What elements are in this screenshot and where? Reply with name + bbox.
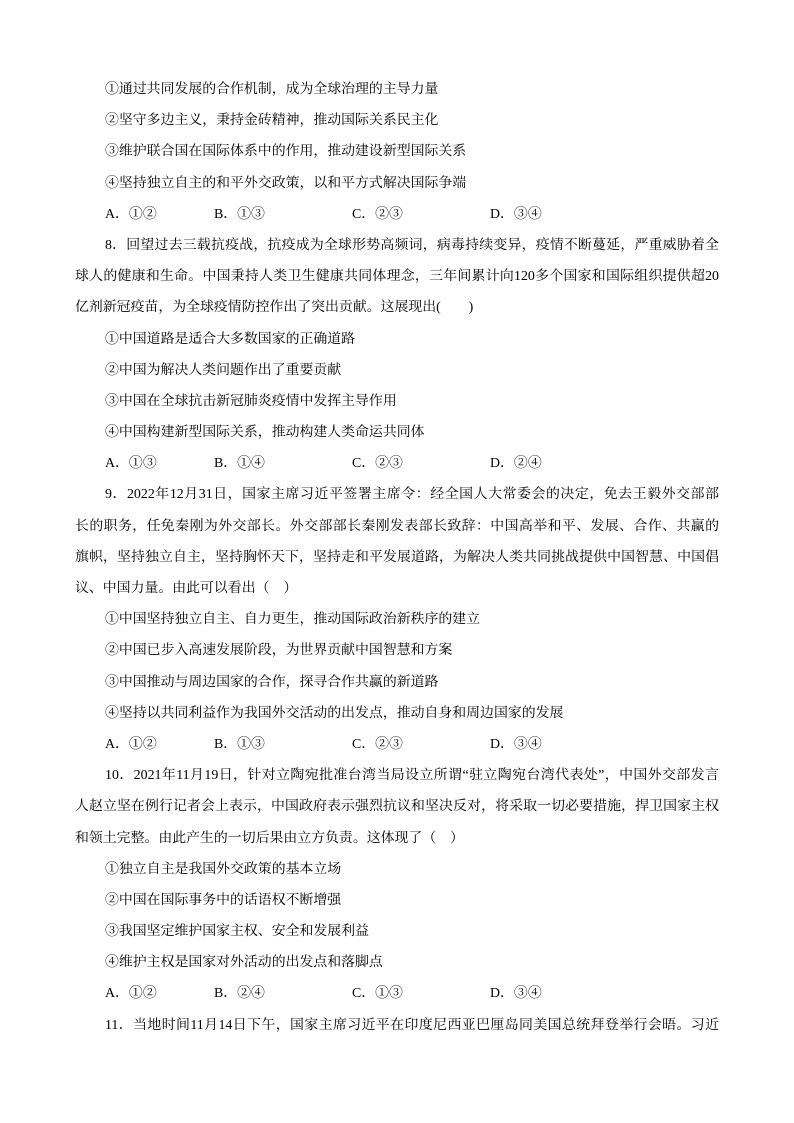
option-b: B．①④ — [214, 456, 265, 472]
question-8 — [75, 230, 719, 480]
statement-3: ③中国推动与周边国家的合作，探寻合作共赢的新道路 — [105, 674, 439, 690]
question-stem-line: 长的职务，任免秦刚为外交部长。外交部部长秦刚发表部长致辞：中国高举和平、发展、合作、共赢的 — [75, 518, 719, 534]
question-11 — [75, 1010, 719, 1041]
statement-1: ①独立自主是我国外交政策的基本立场 — [105, 861, 342, 877]
question-stem-line: 亿剂新冠疫苗，为全球疫情防控作出了突出贡献。这展现出( ) — [75, 300, 474, 316]
question-7-continued — [75, 74, 719, 230]
statement-2: ②坚守多边主义，秉持金砖精神，推动国际关系民主化 — [105, 113, 439, 129]
option-a: A．①② — [105, 206, 157, 222]
option-c: C．①③ — [352, 986, 403, 1002]
question-stem-line: 球人的健康和生命。中国秉持人类卫生健康共同体理念，三年间累计向120多个国家和国际组织提供超20 — [75, 269, 719, 285]
question-10 — [75, 760, 719, 1010]
option-b: B．②④ — [214, 986, 265, 1002]
option-a: A．①② — [105, 986, 157, 1002]
statement-1: ①通过共同发展的合作机制，成为全球治理的主导力量 — [105, 82, 439, 97]
question-stem-line: 旗帜，坚持独立自主，坚持胸怀天下，坚持走和平发展道路，为解决人类共同挑战提供中国智慧、中国倡 — [75, 549, 719, 565]
option-b: B．①③ — [214, 736, 265, 752]
question-stem-line: 10．2021年11月19日，针对立陶宛批准台湾当局设立所谓“驻立陶宛台湾代表处”，中国外交部发言 — [105, 768, 719, 784]
question-stem-line: 和领土完整。由此产生的一切后果由立方负责。这体现了（ ） — [75, 830, 464, 846]
option-d: D．③④ — [490, 206, 542, 222]
statement-1: ①中国道路是适合大多数国家的正确道路 — [105, 331, 356, 347]
statement-4: ④中国构建新型国际关系，推动构建人类命运共同体 — [105, 425, 425, 441]
option-a: A．①② — [105, 736, 157, 752]
option-a: A．①③ — [105, 456, 157, 472]
option-b: B．①③ — [214, 206, 265, 222]
statement-3: ③维护联合国在国际体系中的作用，推动建设新型国际关系 — [105, 144, 467, 160]
statement-3: ③中国在全球抗击新冠肺炎疫情中发挥主导作用 — [105, 393, 397, 409]
answer-options — [75, 448, 719, 479]
option-c: C．②③ — [352, 206, 403, 222]
statement-1: ①中国坚持独立自主、自力更生，推动国际政治新秩序的建立 — [105, 612, 481, 628]
option-d: D．②④ — [490, 456, 542, 472]
question-9 — [75, 479, 719, 760]
answer-options — [75, 729, 719, 760]
exam-page-content — [75, 74, 719, 1041]
option-d: D．③④ — [490, 736, 542, 752]
statement-2: ②中国已步入高速发展阶段，为世界贡献中国智慧和方案 — [105, 643, 453, 659]
answer-options — [75, 199, 719, 230]
question-stem-line: 11．当地时间11月14日下午，国家主席习近平在印度尼西亚巴厘岛同美国总统拜登举行会晤。习近 — [105, 1017, 719, 1033]
question-stem-line: 议、中国力量。由此可以看出（ ） — [75, 581, 298, 596]
statement-4: ④坚持以共同利益作为我国外交活动的出发点，推动自身和周边国家的发展 — [105, 705, 564, 721]
question-stem-line: 8．回望过去三载抗疫战，抗疫成为全球形势高频词，病毒持续变异，疫情不断蔓延，严重威胁着全 — [105, 237, 719, 253]
statement-2: ②中国在国际事务中的话语权不断增强 — [105, 892, 342, 908]
statement-3: ③我国坚定维护国家主权、安全和发展利益 — [105, 924, 369, 940]
option-c: C．②③ — [352, 736, 403, 752]
statement-4: ④维护主权是国家对外活动的出发点和落脚点 — [105, 955, 383, 971]
option-d: D．③④ — [490, 986, 542, 1002]
option-c: C．②③ — [352, 456, 403, 472]
statement-4: ④坚持独立自主的和平外交政策，以和平方式解决国际争端 — [105, 175, 467, 191]
question-stem-line: 人赵立坚在例行记者会上表示，中国政府表示强烈抗议和坚决反对，将采取一切必要措施，捍卫国家主权 — [75, 799, 719, 815]
answer-options — [75, 978, 719, 1009]
question-stem-line: 9．2022年12月31日，国家主席习近平签署主席令：经全国人大常委会的决定，免去王毅外交部部 — [105, 487, 719, 503]
statement-2: ②中国为解决人类问题作出了重要贡献 — [105, 362, 342, 378]
